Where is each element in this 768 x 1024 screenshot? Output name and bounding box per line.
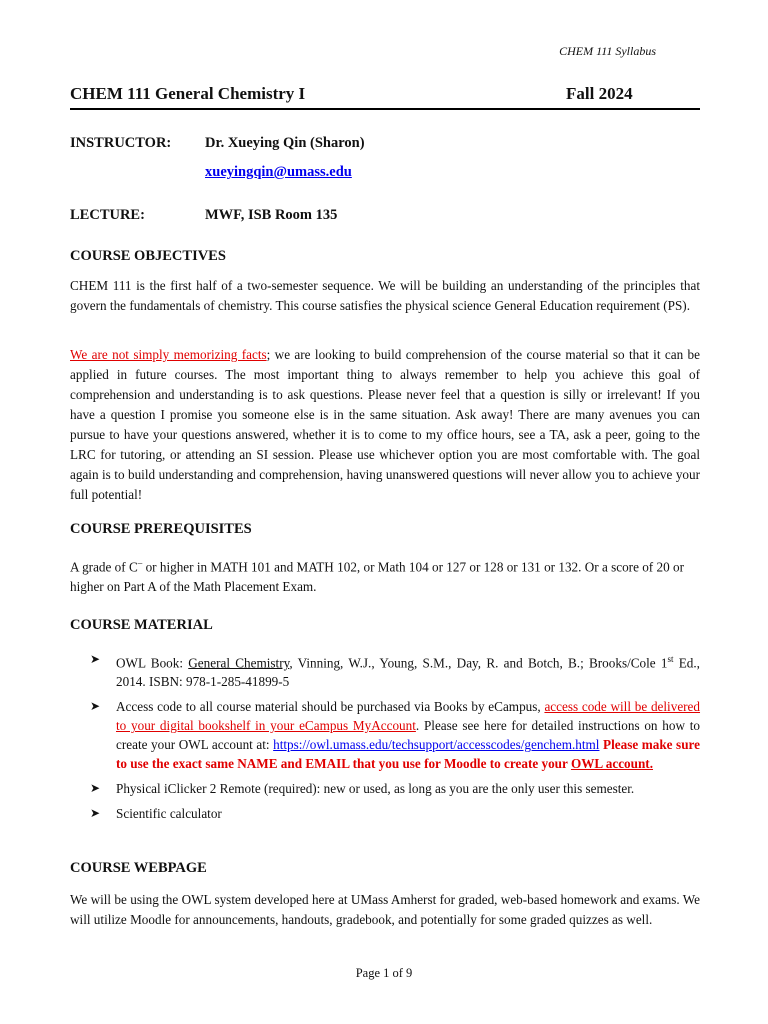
arrowhead-bullet-icon: ➤: [90, 652, 101, 666]
course-title: CHEM 111 General Chemistry I: [70, 84, 306, 103]
page-number: Page 1 of 9: [355, 966, 413, 980]
instructor-name: Dr. Xueying Qin (Sharon): [205, 135, 365, 151]
prereq-text: A grade of C– or higher in MATH 101 and MATH 102, or Math 104 or 127 or 128 or 131 or 132. Or a score of 20 or higher on Part A of the Math Placement Exam.: [70, 558, 684, 595]
webpage-text: We will be using the OWL system developed here at UMass Amherst for graded, web-based homework and exams. We will utilize Moodle for announcements, handouts, gradebook, and potentially for some graded quizzes as well.: [70, 892, 700, 927]
objectives-emphasis: We are not simply memorizing facts: [70, 347, 267, 362]
title-rule: [70, 108, 700, 110]
prereq-heading: COURSE PREREQUISITES: [70, 521, 252, 537]
list-item: ➤ OWL Book: General Chemistry, Vinning, W.J., Young, S.M., Day, R. and Botch, B.; Brooks/Cole 1st Ed., 2014. ISBN: 978-1-285-41899-5: [90, 652, 700, 690]
instructor-email-link[interactable]: xueyingqin@umass.edu: [205, 164, 352, 180]
owl-access-link[interactable]: https://owl.umass.edu/techsupport/accesscodes/genchem.html: [273, 737, 600, 753]
webpage-heading: COURSE WEBPAGE: [70, 860, 207, 876]
arrowhead-bullet-icon: ➤: [90, 806, 101, 821]
arrowhead-bullet-icon: ➤: [90, 699, 101, 714]
objectives-paragraph-2: We are not simply memorizing facts; we are looking to build comprehension of the course material so that it can be applied in future courses. The most important thing to always remember to help you achieve this goal of comprehension and understanding is to ask questions. Please never feel that a question is silly or irrelevant! If you have a question I promise you someone else is in the same situation. Ask away! There are many avenues you can pursue to have your questions answered, whether it is to come to my office hours, see a TA, ask a peer, going to the LRC for tutoring, or attending an SI session. Please use whichever option you are most comfortable with. The goal again is to build understanding and comprehension, having unanswered questions will never allow you to achieve your full potential!: [70, 347, 700, 502]
instructor-label: INSTRUCTOR:: [70, 135, 172, 151]
list-item: ➤ Access code to all course material should be purchased via Books by eCampus, access code will be delivered to your digital bookshelf in your eCampus MyAccount. Please see here for detailed instructions on how to create your OWL account at: https://owl.umass.edu/techsupport/accesscodes/genchem.html Please make sure to use the exact same NAME and EMAIL that you use for Moodle to create your OWL account.: [90, 699, 701, 772]
material-list: [90, 650, 700, 829]
objectives-heading: COURSE OBJECTIVES: [70, 248, 226, 264]
term: Fall 2024: [566, 84, 633, 103]
objectives-paragraph-1: CHEM 111 is the first half of a two-semester sequence. We will be building an understanding of the principles that govern the fundamentals of chemistry. This course satisfies the physical science General Education requirement (PS).: [70, 278, 700, 313]
lecture-label: LECTURE:: [70, 207, 145, 223]
lecture-value: MWF, ISB Room 135: [205, 207, 338, 223]
list-item: ➤ Scientific calculator: [90, 806, 222, 822]
material-heading: COURSE MATERIAL: [70, 617, 213, 633]
list-item: ➤ Physical iClicker 2 Remote (required): new or used, as long as you are the only user this semester.: [90, 781, 635, 797]
running-head: CHEM 111 Syllabus: [559, 44, 656, 58]
arrowhead-bullet-icon: ➤: [90, 781, 101, 796]
